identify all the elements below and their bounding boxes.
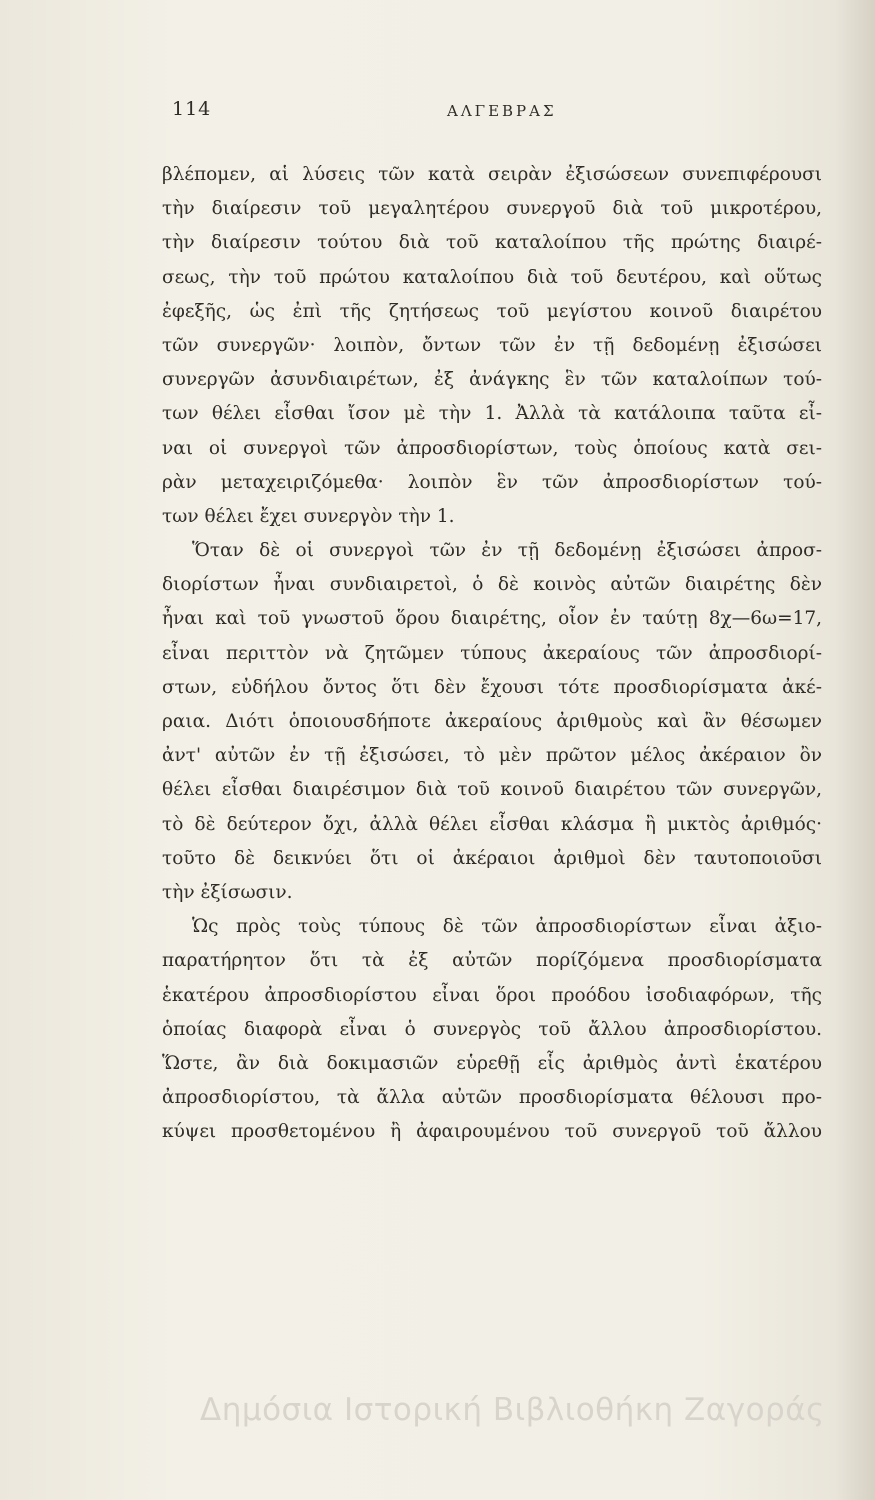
text-line: ἑκατέρου ἀπροσδιορίστου εἶναι ὅροι προόδου ἰσοδιαφόρων, τῆς [162, 984, 822, 1006]
text-line: Ὥστε, ἂν διὰ δοκιμασιῶν εὑρεθῇ εἷς ἀριθμὸς ἀντὶ ἑκατέρου [162, 1052, 822, 1074]
text-line: τὴν ἐξίσωσιν. [162, 881, 293, 903]
text-line: τοῦτο δὲ δεικνύει ὅτι οἱ ἀκέραιοι ἀριθμοὶ δὲν ταυτοποιοῦσι [162, 847, 822, 869]
text-line: ραια. Διότι ὁποιουσδήποτε ἀκεραίους ἀριθμοὺς καὶ ἂν θέσωμεν [162, 711, 822, 732]
text-line: κύψει προσθετομένου ἢ ἀφαιρουμένου τοῦ συνεργοῦ τοῦ ἄλλου [162, 1121, 822, 1143]
text-line: των θέλει ἔχει συνεργὸν τὴν 1. [162, 505, 455, 527]
text-line: Ὡς πρὸς τοὺς τύπους δὲ τῶν ἀπροσδιορίστων εἶναι ἀξιο- [192, 916, 822, 938]
text-line: σεως, τὴν τοῦ πρώτου καταλοίπου διὰ τοῦ δευτέρου, καὶ οὕτως [162, 266, 822, 288]
body-text [162, 158, 822, 1149]
text-line: ναι οἱ συνεργοὶ τῶν ἀπροσδιορίστων, τοὺς ὁποίους κατὰ σει- [162, 437, 822, 459]
text-line: εἶναι περιττὸν νὰ ζητῶμεν τύπους ἀκεραίους τῶν ἀπροσδιορί- [162, 642, 822, 664]
text-line: στων, εὐδήλου ὄντος ὅτι δὲν ἔχουσι τότε προσδιορίσματα ἀκέ- [162, 676, 822, 698]
paragraph-3 [162, 910, 822, 1149]
library-watermark: Δημόσια Ιστορική Βιβλιοθήκη Ζαγοράς [200, 1392, 825, 1428]
page-header [172, 98, 812, 128]
text-line: συνεργῶν ἀσυνδιαιρέτων, ἐξ ἀνάγκης ἓν τῶν καταλοίπων τού- [162, 369, 822, 391]
text-line: τὴν διαίρεσιν τούτου διὰ τοῦ καταλοίπου τῆς πρώτης διαιρέ- [162, 232, 822, 254]
text-line: ἦναι καὶ τοῦ γνωστοῦ ὅρου διαιρέτης, οἷον ἐν ταύτῃ 8χ—6ω=17, [162, 608, 822, 630]
text-line: ἀπροσδιορίστου, τὰ ἄλλα αὐτῶν προσδιορίσματα θέλουσι προ- [162, 1087, 822, 1109]
text-line: διορίστων ἦναι συνδιαιρετοὶ, ὁ δὲ κοινὸς αὐτῶν διαιρέτης δὲν [162, 574, 822, 596]
page-number: 114 [172, 98, 212, 120]
running-head: ΑΛΓΕΒΡΑΣ [447, 102, 557, 120]
text-line: θέλει εἶσθαι διαιρέσιμον διὰ τοῦ κοινοῦ διαιρέτου τῶν συνεργῶν, [162, 779, 822, 801]
text-line: τὴν διαίρεσιν τοῦ μεγαλητέρου συνεργοῦ διὰ τοῦ μικροτέρου, [162, 198, 822, 220]
text-line: των θέλει εἶσθαι ἴσον μὲ τὴν 1. Ἀλλὰ τὰ κατάλοιπα ταῦτα εἶ- [162, 403, 822, 425]
text-line: τῶν συνεργῶν· λοιπὸν, ὄντων τῶν ἐν τῇ δεδομένῃ ἐξισώσει [162, 334, 822, 356]
text-line: παρατήρητον ὅτι τὰ ἐξ αὐτῶν πορίζόμενα προσδιορίσματα [162, 950, 822, 972]
text-line: τὸ δὲ δεύτερον ὄχι, ἀλλὰ θέλει εἶσθαι κλάσμα ἢ μικτὸς ἀριθμός· [162, 813, 822, 835]
text-line: ἐφεξῆς, ὡς ἐπὶ τῆς ζητήσεως τοῦ μεγίστου κοινοῦ διαιρέτου [162, 300, 822, 322]
text-line: ρὰν μεταχειριζόμεθα· λοιπὸν ἓν τῶν ἀπροσδιορίστων τού- [162, 471, 822, 493]
text-line: ἀντ' αὐτῶν ἐν τῇ ἐξισώσει, τὸ μὲν πρῶτον μέλος ἀκέραιον ὂν [162, 745, 822, 767]
text-line: ὁποίας διαφορὰ εἶναι ὁ συνεργὸς τοῦ ἄλλου ἀπροσδιορίστου. [162, 1018, 822, 1040]
text-line: βλέπομεν, αἱ λύσεις τῶν κατὰ σειρὰν ἐξισώσεων συνεπιφέρουσι [162, 164, 822, 185]
paragraph-2 [162, 534, 822, 910]
paragraph-1 [162, 158, 822, 534]
page-edge-shadow [835, 0, 875, 1500]
text-line: Ὅταν δὲ οἱ συνεργοὶ τῶν ἐν τῇ δεδομένῃ ἐξισώσει ἀπροσ- [192, 540, 822, 562]
